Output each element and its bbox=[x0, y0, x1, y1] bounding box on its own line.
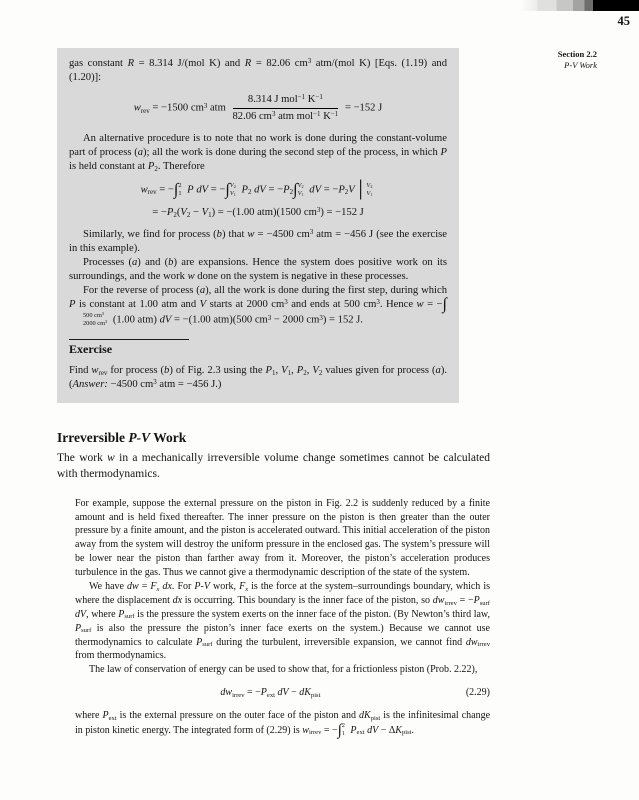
exercise-text: Find $w_{rev}$ for process (b) of Fig. 2.3 using the $P_1$, $V_1$, $P_2$, $V_2$ values given for process (a). (Answer: −4500 $cm^3$ atm = −456 J.) bbox=[69, 365, 448, 391]
paragraph-reverse-process: For the reverse of process (a), all the work is done during the first step, during which P is constant at 1.00 atm and V starts at 2000 $cm^3$ and ends at 500 $cm^3$. Hence w = −∫ 500 $cm^3$ 2000 $cm^3$ (1.00 atm) dV = −(1.00 atm)(500 $cm^3 - 2000$ $cm^3) = 152$ J. bbox=[69, 285, 448, 328]
small-print-paragraph-dw: We have dw = $F_x$ dx. For P-V work, $F_x$ is the force at the system–surroundings boundary, which is where the displacement dx is occurring. This boundary is the inner face of the piston, so $dw_{irrev} = -P_{surf}$ dV, where $P_{surf}$ is the pressure the system exerts on the inner face of the piston. (By Newton’s third law, $P_{surf}$ is also the pressure the piston’s inner face exerts on the system.) Because we cannot use thermodynamics to calculate $P_{surf}$ during the turbulent, irreversible expansion, we cannot find $dw_{irrev}$ from thermodynamics. bbox=[75, 581, 490, 662]
equation-wrev-result: = $-P_2(V_2 - V_1) = -(1.00$ atm)(1500 $cm^3) = -152$ J bbox=[152, 205, 364, 219]
small-print-paragraph-where: where $P_{ext}$ is the external pressure on the outer face of the piston and $dK_{pist}$ is the infinitesimal change in piston kinetic energy. The integrated form of (2.29) is $w_{irrev}$ = −∫ 2 1 $P_{ext}$ dV − $\Delta K_{pist}$. bbox=[75, 710, 491, 739]
paragraph-gas-constant: gas constant R = 8.314 J/(mol K) and R = 82.06 $cm^3$ atm/(mol K) [Eqs. (1.19) and (1.20)]: bbox=[69, 56, 448, 84]
equation-wrev-ratio: $w_{rev} = -1500$ $cm^3$ atm $\frac{8.314 J mol^{-1} K^{-1}}{82.06 cm^3 atm mol^{-1} K^{-1}}$ = −152 J bbox=[133, 93, 383, 122]
margin-section-title: P-V Work bbox=[564, 59, 597, 70]
page-corner-decoration bbox=[521, 0, 639, 11]
equation-2-29-body: $dw_{irrev} = -P_{ext}$ dV − $dK_{pist}$ bbox=[220, 687, 321, 699]
exercise-rule bbox=[69, 339, 189, 340]
equation-2-29-number: (2.29) bbox=[465, 687, 490, 699]
small-print-paragraph-conservation: The law of conservation of energy can be used to show that, for a frictionless piston (Prob. 2.22), bbox=[89, 664, 478, 676]
section-lead-paragraph: The work w in a mechanically irreversible volume change sometimes cannot be calculated with thermodynamics. bbox=[57, 452, 490, 480]
margin-section-label: Section 2.2 bbox=[557, 49, 597, 59]
paragraph-processes-expansions: Processes (a) and (b) are expansions. Hence the system does positive work on its surroundings, and the work w done on the system is negative in these processes. bbox=[69, 257, 447, 283]
example-box bbox=[57, 48, 459, 403]
small-print-paragraph-example: For example, suppose the external pressure on the piston in Fig. 2.2 is suddenly reduced by a finite amount and is held fixed thereafter. The inner pressure on the piston is then greater than the outer pressure by a finite amount, and the piston is accelerated outward. This initial acceleration of the piston away from the system will destroy the uniform pressure in the enclosed gas. The system’s pressure will be lower near the piston than farther away from it. Moreover, the piston’s acceleration produces turbulence in the gas. Thus we cannot give a thermodynamic description of the state of the system. bbox=[75, 497, 490, 579]
margin-note bbox=[558, 49, 597, 70]
section-heading: Irreversible P-V Work bbox=[57, 430, 187, 446]
equation-2-29 bbox=[75, 686, 490, 700]
paragraph-alternative-procedure: An alternative procedure is to note that no work is done during the constant-volume part of process (a); all the work is done during the second step of the process, in which P is held constant at $P_2$. Therefore bbox=[69, 132, 447, 173]
equation-wrev-integral: $w_{rev}$ = −∫ 2 1 P dV = −∫ $V_2$ $V_1$ $P_2$ dV = $-P_2\int$ $V_2$ $V_1$ dV = $-P_2V│$ $V_2$ $V_1$ bbox=[140, 179, 373, 199]
page-number: 45 bbox=[617, 14, 630, 28]
small-print-block bbox=[75, 497, 490, 738]
paragraph-similarly: Similarly, we find for process (b) that w = −4500 $cm^3$ atm = −456 J (see the exercise in this example). bbox=[69, 227, 447, 254]
exercise-heading: Exercise bbox=[69, 342, 113, 357]
